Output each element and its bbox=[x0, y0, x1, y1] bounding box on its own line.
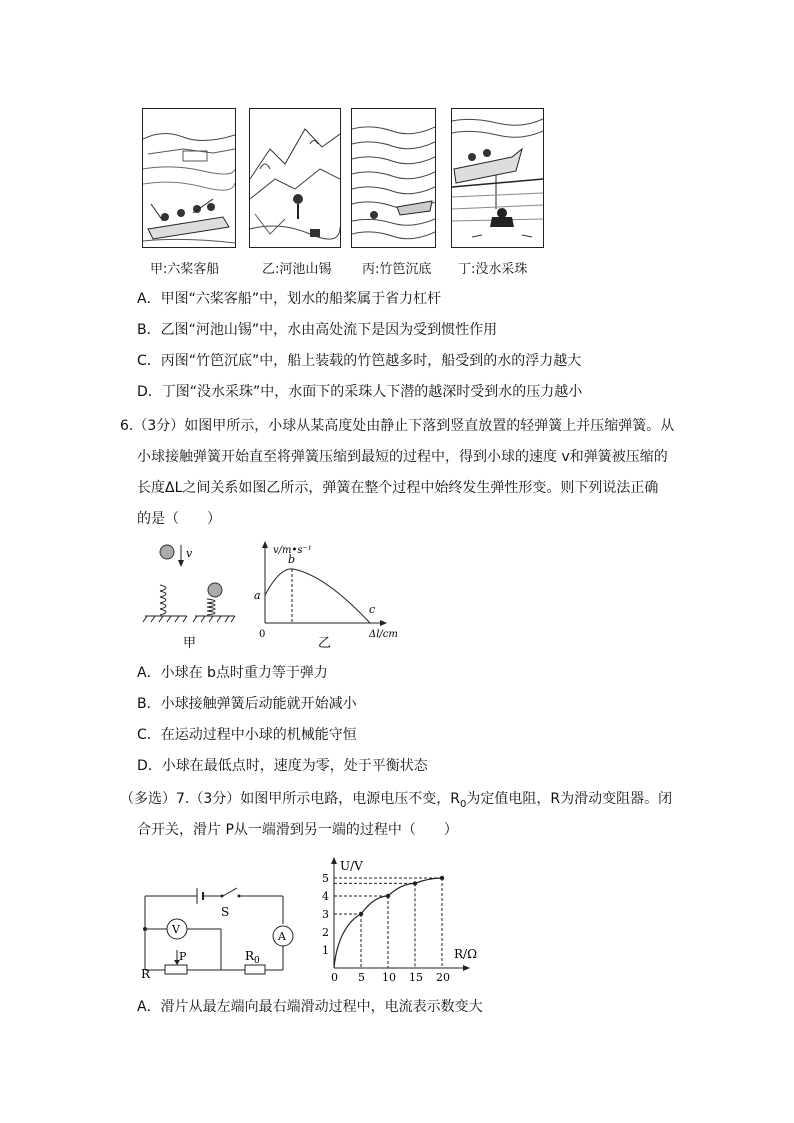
velocity-graph-yi bbox=[254, 541, 398, 651]
y-axis-label: v/m•s⁻¹ bbox=[273, 545, 312, 556]
data-point bbox=[413, 881, 417, 885]
data-point bbox=[359, 912, 363, 916]
y-axis-label: U/V bbox=[340, 859, 363, 873]
point-c-label: c bbox=[369, 603, 376, 616]
q6-option-a[interactable]: A．小球在 b点时重力等于弹力 bbox=[137, 665, 328, 681]
x-tick-label: 20 bbox=[436, 971, 450, 983]
q7-circuit-diagram bbox=[135, 878, 295, 983]
caption-jia: 甲:六桨客船 bbox=[150, 262, 220, 277]
y-tick-label: 2 bbox=[322, 926, 329, 939]
x-tick-label: 5 bbox=[358, 971, 365, 983]
y-axis-arrow bbox=[331, 857, 337, 864]
voltmeter-label: V bbox=[172, 923, 180, 936]
q6-figure bbox=[135, 535, 415, 660]
caption-ding: 丁:没水采珠 bbox=[458, 262, 528, 277]
q7-stem-line-1 bbox=[120, 789, 672, 815]
x-tick-label: 10 bbox=[382, 971, 396, 983]
caption-yi: 乙:河池山锡 bbox=[262, 262, 332, 277]
q6-stem-line-4: 的是（ ） bbox=[137, 511, 221, 527]
rheostat bbox=[165, 965, 187, 974]
x-axis-label: R/Ω bbox=[454, 947, 478, 961]
resting-ball bbox=[208, 583, 222, 597]
illustration-pearl-diving bbox=[451, 108, 544, 248]
q6-stem-line-2: 小球接触弹簧开始直至将弹簧压缩到最短的过程中，得到小球的速度 v和弹簧被压缩的 bbox=[137, 449, 668, 465]
q6-option-b[interactable]: B．小球接触弹簧后动能就开始减小 bbox=[137, 696, 357, 712]
falling-ball bbox=[160, 545, 174, 559]
q7-ur-graph bbox=[310, 853, 480, 983]
illustration-bamboo-sink bbox=[351, 108, 436, 248]
q7-stem-prefix: （多选）7.（3分）如图甲所示电路，电源电压不变，R bbox=[120, 791, 460, 807]
q5-option-a[interactable]: A．甲图“六桨客船”中，划水的船桨属于省力杠杆 bbox=[137, 291, 442, 307]
q5-option-b[interactable]: B．乙图“河池山锡”中，水由高处流下是因为受到惯性作用 bbox=[137, 322, 498, 338]
point-b-label: b bbox=[288, 553, 296, 566]
switch-label: S bbox=[221, 905, 230, 919]
q6-option-d[interactable]: D．小球在最低点时，速度为零，处于平衡状态 bbox=[137, 758, 428, 774]
illustration-six-oar-boat bbox=[142, 108, 236, 248]
ammeter-label: A bbox=[278, 930, 286, 943]
origin-label: 0 bbox=[259, 629, 266, 640]
x-axis-arrow bbox=[463, 965, 470, 971]
spring-compressed bbox=[207, 599, 215, 615]
data-point bbox=[386, 894, 390, 898]
velocity-label: v bbox=[186, 547, 193, 560]
label-jia: 甲 bbox=[183, 636, 197, 651]
switch-blade bbox=[223, 888, 237, 896]
rheostat-label: R bbox=[141, 967, 151, 981]
y-tick-label: 4 bbox=[322, 890, 329, 903]
spring-uncompressed bbox=[160, 585, 166, 615]
resistor-r0 bbox=[245, 965, 265, 974]
q5-option-c[interactable]: C．丙图“竹笆沉底”中，船上装载的竹笆越多时，船受到的水的浮力越大 bbox=[137, 353, 582, 369]
y-tick-label: 3 bbox=[322, 908, 329, 921]
y-tick-label: 5 bbox=[322, 872, 329, 885]
slider-label: P bbox=[179, 950, 187, 963]
q6-stem-line-1: 6.（3分）如图甲所示，小球从某高度处由静止下落到竖直放置的轻弹簧上并压缩弹簧。从 bbox=[120, 418, 675, 434]
q7-stem-subscript: 0 bbox=[460, 798, 467, 810]
x-tick-label: 15 bbox=[409, 971, 423, 983]
point-a-label: a bbox=[254, 589, 261, 602]
resistor-label: $R_0$ bbox=[245, 949, 260, 966]
q6-option-c[interactable]: C．在运动过程中小球的机械能守恒 bbox=[137, 727, 357, 743]
q6-stem-line-3: 长度ΔL之间关系如图乙所示，弹簧在整个过程中始终发生弹性形变。则下列说法正确 bbox=[137, 480, 659, 496]
y-tick-label: 1 bbox=[322, 944, 329, 957]
label-yi: 乙 bbox=[318, 636, 332, 651]
x-axis-label: Δl/cm bbox=[369, 629, 398, 640]
q5-option-d[interactable]: D．丁图“没水采珠”中，水面下的采珠人下潜的越深时受到水的压力越小 bbox=[137, 384, 583, 400]
q7-option-a[interactable]: A．滑片从最左端向最右端滑动过程中，电流表示数变大 bbox=[137, 999, 483, 1015]
data-point bbox=[440, 876, 444, 880]
velocity-curve bbox=[265, 569, 370, 623]
caption-bing: 丙:竹笆沉底 bbox=[362, 262, 432, 277]
x-tick-label: 0 bbox=[331, 971, 338, 983]
q7-stem-suffix: 为定值电阻，R为滑动变阻器。闭 bbox=[466, 791, 673, 807]
q7-stem-line-2: 合开关，滑片 P从一端滑到另一端的过程中（ ） bbox=[137, 822, 458, 838]
spring-diagram-jia bbox=[143, 545, 235, 651]
illustration-mountain-tin bbox=[249, 108, 341, 248]
